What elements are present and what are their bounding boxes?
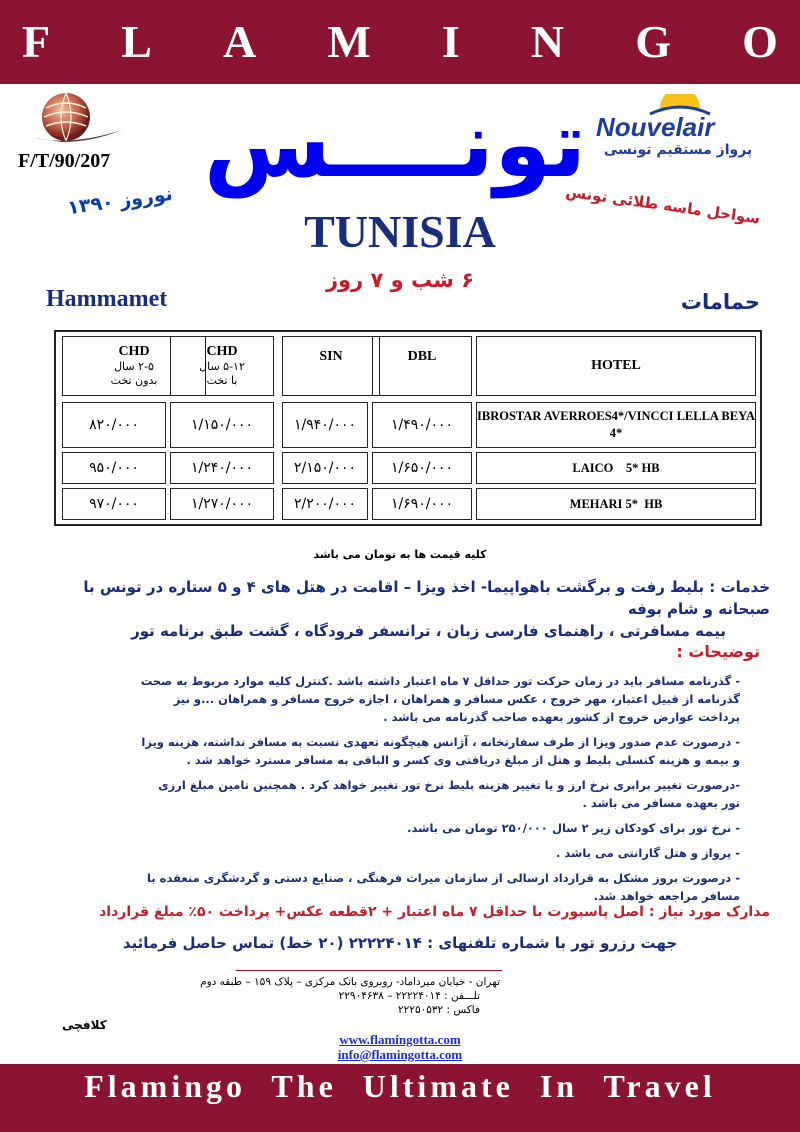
- note-item: - پرواز و هتل گارانتی می باشد .: [556, 846, 740, 860]
- brand-letters: [0, 14, 800, 70]
- cell-chd-5-12: ۱/۲۷۰/۰۰۰: [170, 488, 274, 520]
- cell-chd-5-12: ۱/۱۵۰/۰۰۰: [170, 402, 274, 448]
- airline-subtitle: پرواز مستقیم تونسی: [603, 142, 753, 158]
- note-item: - گذرنامه مسافر باید در زمان حرکت تور حداقل ۷ ماه اعتبار داشته باشد .کنترل کلیه موارد مربوط به صحت گذرنامه از قبیل اعتبار، مهر خروج ، عکس مسافر و همراهان ، اجازه خروج مسافر و همراهان ...و نیز پرداخت عوارض خروج از کشور بعهده صاحب گذرنامه می باشد .: [140, 674, 740, 724]
- cell-sin: ۲/۲۰۰/۰۰۰: [282, 488, 368, 520]
- cell-chd-2-5: ۹۵۰/۰۰۰: [62, 452, 166, 484]
- cell-hotel: IBROSTAR AVERROES4*/VINCCI LELLA BEYA 4*: [476, 402, 756, 448]
- notes-list: [140, 672, 740, 912]
- email-link[interactable]: info@flamingotta.com: [337, 1047, 463, 1062]
- header-subtitle: با تخت: [206, 374, 238, 387]
- header-hotel: HOTEL: [476, 336, 756, 396]
- brand-letter: I: [441, 16, 460, 67]
- top-banner: [0, 0, 800, 84]
- brand-letter: N: [530, 16, 565, 67]
- brand-letter: L: [121, 16, 152, 67]
- required-documents: مدارک مورد نیاز : اصل پاسپورت با حداقل ۷ ماه اعتبار + ۲قطعه عکس+ پرداخت ۵۰٪ مبلغ قرارداد: [99, 904, 770, 920]
- phone-line: تلـــفن : ۲۲۲۲۴۰۱۴ – ۲۲۹۰۴۶۳۸: [338, 990, 480, 1002]
- web-links: [250, 1032, 550, 1062]
- tour-code: F/T/90/207: [18, 150, 111, 172]
- header-dbl: DBL: [372, 336, 472, 396]
- slogan: Flamingo The Ultimate In Travel: [84, 1068, 716, 1104]
- header-chd-5-12: [170, 336, 274, 396]
- services-line-2: بیمه مسافرتی ، راهنمای فارسی زبان ، ترانسفر فرودگاه ، گشت طبق برنامه تور: [131, 622, 726, 640]
- city-english: Hammamet: [46, 286, 168, 312]
- divider: [236, 970, 502, 971]
- note-item: - درصورت عدم صدور ویزا از طرف سفارتخانه ، آژانس هیچگونه تعهدی نسبت به مسافر نداشته، هزینه ویزا و بیمه و هزینه کنسلی بلیط و هتل از مبلغ دریافتی وی کسر و الباقی به مسافر مسترد خواهد شد .: [141, 735, 740, 767]
- page-title-english: TUNISIA: [304, 206, 496, 257]
- cell-hotel: MEHARI 5* HB: [476, 488, 756, 520]
- signature-name: کلافچی: [62, 1018, 107, 1032]
- cell-chd-2-5: ۹۷۰/۰۰۰: [62, 488, 166, 520]
- booking-info: جهت رزرو تور با شماره تلفنهای : ۲۲۲۲۴۰۱۴ (۲۰ خط) تماس حاصل فرمائید: [122, 934, 678, 952]
- services-text: [30, 576, 770, 642]
- header-sin: SIN: [282, 336, 380, 396]
- header-subtitle: ۲-۵ سال: [114, 360, 154, 373]
- cell-hotel: LAICO 5* HB: [476, 452, 756, 484]
- website-link[interactable]: www.flamingotta.com: [339, 1032, 461, 1047]
- beaches-label: سواحل ماسه طلائی تونس: [564, 182, 762, 228]
- note-item: - درصورت بروز مشکل به قرارداد ارسالی از سازمان میراث فرهنگی ، صنایع دستی و گردشگری منعقده با مسافر مراجعه خواهد شد.: [147, 871, 740, 903]
- duration-label: ۶ شب و ۷ روز: [325, 268, 475, 292]
- header-title: CHD: [118, 344, 150, 359]
- fax-line: فاکس : ۲۲۲۵۰۵۳۲: [398, 1004, 480, 1016]
- brand-letter: G: [635, 16, 672, 67]
- cell-dbl: ۱/۴۹۰/۰۰۰: [372, 402, 472, 448]
- airline-name: Nouvelair: [596, 112, 715, 142]
- contact-address: [200, 976, 500, 1018]
- services-line-1: خدمات : بلیط رفت و برگشت باهواپیما- اخذ ویزا – اقامت در هتل های ۴ و ۵ ستاره در تونس با صبحانه و شام بوفه: [83, 578, 770, 618]
- cell-sin: ۲/۱۵۰/۰۰۰: [282, 452, 368, 484]
- note-item: -درصورت تغییر برابری نرخ ارز و یا تغییر هزینه بلیط نرخ تور تغییر خواهد کرد . همچنین تامین مبلغ ارزی تور بعهده مسافر می باشد .: [158, 778, 740, 810]
- header-title: CHD: [206, 344, 238, 359]
- note-item: - نرخ تور برای کودکان زیر ۲ سال ۲۵۰/۰۰۰ تومان می باشد.: [407, 821, 740, 835]
- brand-letter: A: [223, 16, 257, 67]
- header-subtitle: بدون تخت: [110, 374, 158, 387]
- nowruz-label: نوروز ۱۳۹۰: [66, 182, 174, 220]
- bottom-banner: [0, 1064, 800, 1132]
- cell-dbl: ۱/۶۵۰/۰۰۰: [372, 452, 472, 484]
- cell-sin: ۱/۹۴۰/۰۰۰: [282, 402, 368, 448]
- brand-letter: M: [327, 16, 371, 67]
- cell-chd-2-5: ۸۲۰/۰۰۰: [62, 402, 166, 448]
- brand-letter: F: [22, 16, 51, 67]
- price-table: [54, 330, 762, 526]
- notes-heading: توضیحات :: [676, 642, 760, 661]
- globe-logo-icon: [32, 90, 124, 150]
- brand-letter: O: [742, 16, 778, 67]
- prices-note: کلیه قیمت ها به تومان می باشد: [313, 548, 487, 561]
- address-line: تهران - خیابان میرداماد- روبروی بانک مرکزی – پلاک ۱۵۹ – طبقه دوم: [200, 976, 500, 988]
- page-title-arabic: تونــــس: [203, 91, 587, 198]
- city-arabic: حمامات: [680, 290, 760, 314]
- header-subtitle: ۵-۱۲ سال: [199, 360, 245, 373]
- cell-chd-5-12: ۱/۲۴۰/۰۰۰: [170, 452, 274, 484]
- cell-dbl: ۱/۶۹۰/۰۰۰: [372, 488, 472, 520]
